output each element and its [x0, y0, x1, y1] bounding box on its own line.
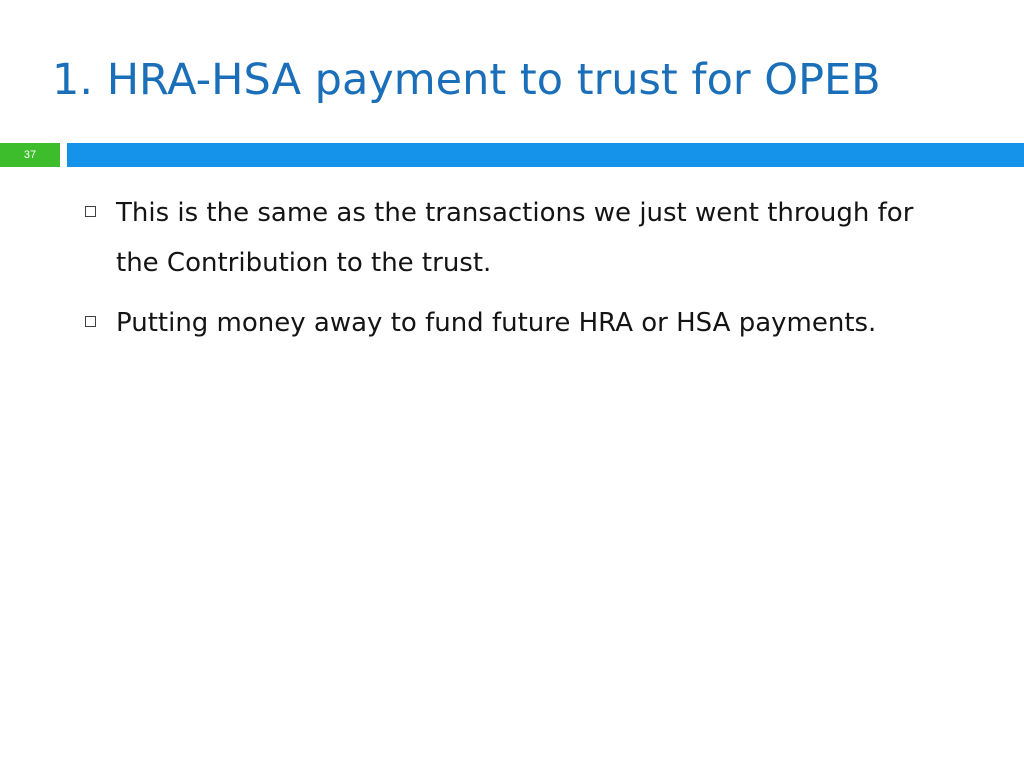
bullet-item — [0, 298, 916, 348]
accent-bar — [67, 143, 1024, 167]
bullet-item — [0, 188, 916, 288]
slide-number-badge: 37 — [0, 143, 60, 167]
hollow-square-bullet-icon — [85, 316, 96, 327]
bullet-text: This is the same as the transactions we just went through for the Contribution to the trust. — [116, 198, 914, 278]
hollow-square-bullet-icon — [85, 206, 96, 217]
bullet-list — [0, 188, 916, 358]
bullet-text: Putting money away to fund future HRA or HSA payments. — [116, 308, 877, 338]
slide-title: 1. HRA-HSA payment to trust for OPEB — [52, 55, 881, 105]
